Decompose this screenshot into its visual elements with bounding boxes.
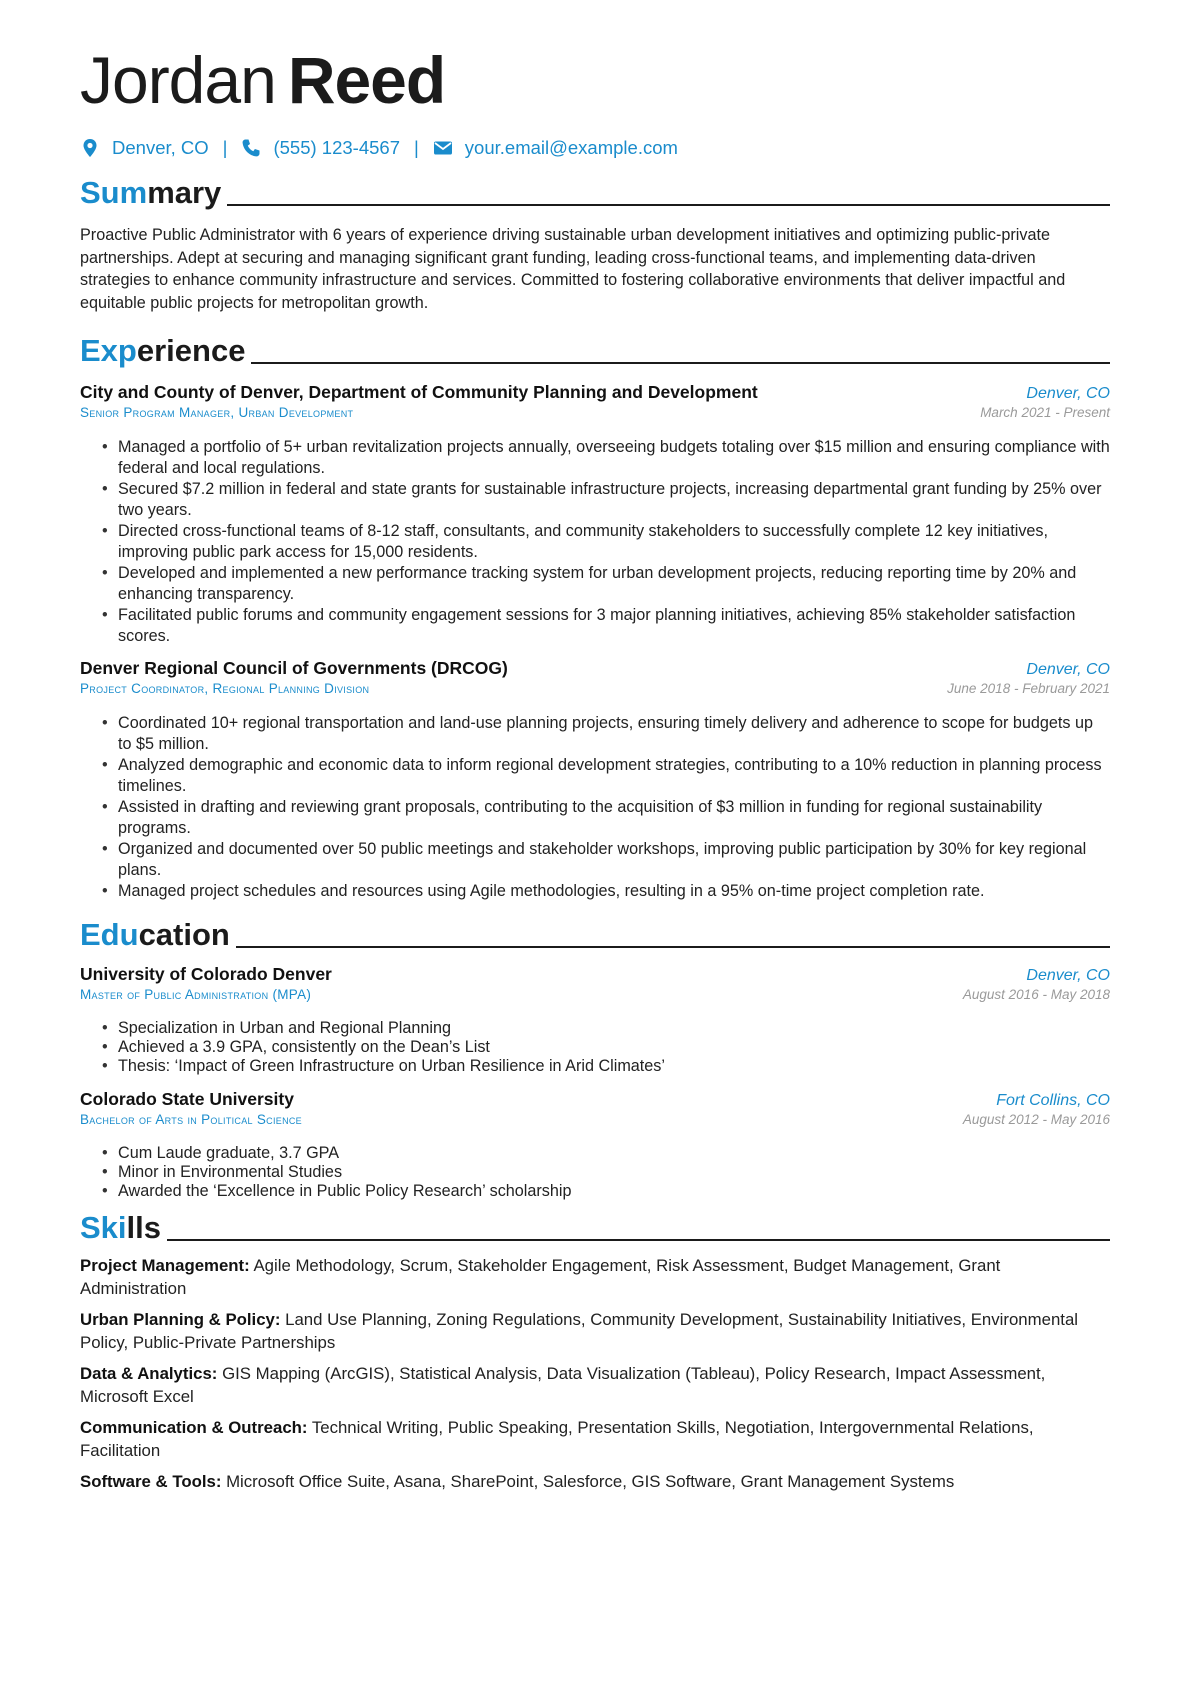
degree-title: Master of Public Administration (MPA) [80, 987, 312, 1002]
skill-group [80, 1309, 1110, 1354]
contact-email[interactable] [433, 137, 678, 159]
experience-heading [80, 326, 1110, 370]
contact-phone[interactable] [241, 137, 400, 159]
email-link: your.email@example.com [464, 137, 678, 158]
employer-name: City and County of Denver, Department of Community Planning and Development [80, 382, 758, 402]
bullet-item: • Organized and documented over 50 public meetings and stakeholder workshops, improving public participation by 30% for key regional plans. [118, 839, 1110, 881]
candidate-name [80, 40, 1110, 120]
last-name: Reed [287, 43, 446, 117]
bullet-item: • Awarded the ‘Excellence in Public Policy Research’ scholarship [118, 1182, 1110, 1201]
job-title: Senior Program Manager, Urban Development [80, 405, 354, 420]
bullet-item: • Developed and implemented a new performance tracking system for urban development projects, reducing reporting time by 20% and enhancing transparency. [118, 563, 1110, 605]
bullet-item: • Cum Laude graduate, 3.7 GPA [118, 1144, 1110, 1163]
job-dates: March 2021 - Present [980, 405, 1110, 420]
skill-list: Agile Methodology, Scrum, Stakeholder Engagement, Risk Assessment, Budget Management, Grant Administration [80, 1256, 1001, 1298]
skill-group [80, 1255, 1110, 1300]
skill-list: Microsoft Office Suite, Asana, SharePoint, Salesforce, GIS Software, Grant Management Systems [226, 1472, 955, 1491]
bullet-item: • Secured $7.2 million in federal and state grants for sustainable infrastructure projects, increasing departmental grant funding by 25% over two years. [118, 479, 1110, 521]
school-dates: August 2016 - May 2018 [962, 987, 1110, 1002]
phone-text: (555) 123-4567 [273, 137, 400, 158]
skill-category: Project Management: [80, 1256, 250, 1275]
bullet-item: • Analyzed demographic and economic data to inform regional development strategies, contributing to a 10% reduction in planning process timelines. [118, 755, 1110, 797]
first-name: Jordan [80, 43, 276, 117]
contact-bar [80, 134, 1110, 162]
school-name: University of Colorado Denver [80, 964, 332, 984]
bullet-item: • Coordinated 10+ regional transportation and land-use planning projects, ensuring timely delivery and adherence to scope for budgets up to $5 million. [118, 713, 1110, 755]
bullet-item: • Thesis: ‘Impact of Green Infrastructure on Urban Resilience in Arid Climates’ [118, 1057, 1110, 1076]
school-bullets [80, 1019, 1110, 1076]
job-title: Project Coordinator, Regional Planning Division [80, 681, 370, 696]
job-location: Denver, CO [1026, 661, 1110, 678]
employer-name: Denver Regional Council of Governments (DRCOG) [80, 658, 508, 678]
skill-list: Land Use Planning, Zoning Regulations, Community Development, Sustainability Initiatives, Environmental Policy, Public-Private Partnerships [80, 1310, 1079, 1352]
skill-group [80, 1471, 1110, 1494]
section-divider [167, 1239, 1110, 1241]
bullet-item: • Minor in Environmental Studies [118, 1163, 1110, 1182]
contact-location [80, 137, 209, 159]
skill-category: Communication & Outreach: [80, 1418, 308, 1437]
job-location: Denver, CO [1026, 385, 1110, 402]
phone-icon [241, 138, 261, 158]
section-divider [251, 362, 1110, 364]
skill-group [80, 1417, 1110, 1462]
section-title: Summary [80, 175, 222, 210]
contact-separator: | [413, 137, 419, 158]
education-entry [80, 1089, 1110, 1201]
contact-separator: | [222, 137, 228, 158]
bullet-item: • Managed project schedules and resources using Agile methodologies, resulting in a 95% on-time project completion rate. [118, 881, 1110, 902]
section-title: Education [80, 917, 230, 952]
section-divider [227, 204, 1110, 206]
school-dates: August 2012 - May 2016 [962, 1112, 1110, 1127]
map-marker-icon [80, 138, 100, 158]
degree-title: Bachelor of Arts in Political Science [80, 1112, 302, 1127]
section-title: Experience [80, 333, 246, 368]
job-bullets [80, 437, 1110, 647]
school-bullets [80, 1144, 1110, 1201]
job-dates: June 2018 - February 2021 [947, 681, 1110, 696]
skills-heading [80, 1203, 1110, 1247]
bullet-item: • Assisted in drafting and reviewing grant proposals, contributing to the acquisition of $3 million in funding for regional sustainability programs. [118, 797, 1110, 839]
bullet-item: • Managed a portfolio of 5+ urban revitalization projects annually, overseeing budgets totaling over $15 million and ensuring compliance with federal and local regulations. [118, 437, 1110, 479]
school-location: Fort Collins, CO [996, 1092, 1110, 1109]
skill-category: Software & Tools: [80, 1472, 222, 1491]
bullet-item: • Directed cross-functional teams of 8-12 staff, consultants, and community stakeholders to successfully complete 12 key initiatives, improving public park access for 15,000 residents. [118, 521, 1110, 563]
envelope-icon [433, 138, 453, 158]
bullet-item: • Achieved a 3.9 GPA, consistently on the Dean’s List [118, 1038, 1110, 1057]
summary-heading [80, 168, 1110, 212]
skill-group [80, 1363, 1110, 1408]
experience-entry [80, 382, 1110, 647]
bullet-item: • Facilitated public forums and community engagement sessions for 3 major planning initiatives, achieving 85% stakeholder satisfaction scores. [118, 605, 1110, 647]
school-location: Denver, CO [1026, 967, 1110, 984]
school-name: Colorado State University [80, 1089, 294, 1109]
education-heading [80, 910, 1110, 954]
skill-category: Urban Planning & Policy: [80, 1310, 281, 1329]
education-entry [80, 964, 1110, 1076]
location-text: Denver, CO [112, 137, 209, 158]
skill-category: Data & Analytics: [80, 1364, 218, 1383]
summary-text: Proactive Public Administrator with 6 years of experience driving sustainable urban development initiatives and optimizing public-private partnerships. Adept at securing and managing significant grant funding, leading cross-functional teams, and implementing data-driven strategies to enhance community infrastructure and services. Committed to fostering collaborative environments that deliver impactful and equitable public projects for metropolitan growth. [80, 226, 1066, 312]
section-divider [236, 946, 1110, 948]
bullet-item: • Specialization in Urban and Regional Planning [118, 1019, 1110, 1038]
experience-entry [80, 658, 1110, 902]
skill-list: Technical Writing, Public Speaking, Presentation Skills, Negotiation, Intergovernmental Relations, Facilitation [80, 1418, 1034, 1460]
job-bullets [80, 713, 1110, 902]
section-title: Skills [80, 1210, 161, 1245]
skill-list: GIS Mapping (ArcGIS), Statistical Analysis, Data Visualization (Tableau), Policy Research, Impact Assessment, Microsoft Excel [80, 1364, 1046, 1406]
